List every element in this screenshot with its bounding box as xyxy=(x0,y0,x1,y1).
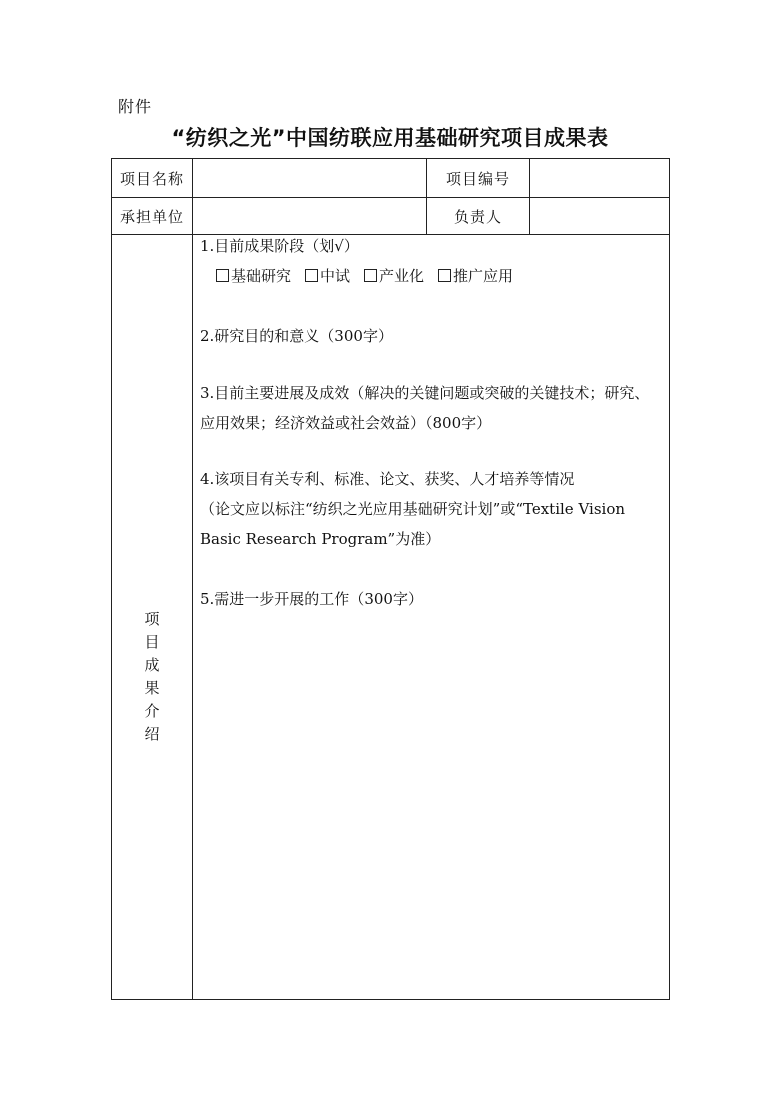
stage-option-label: 产业化 xyxy=(379,267,425,285)
table-row xyxy=(112,159,670,198)
table-row xyxy=(112,198,670,235)
unit-label: 承担单位 xyxy=(112,198,193,235)
summary-label-text: 项目成果介绍 xyxy=(144,610,160,743)
table-row xyxy=(112,235,670,1000)
person-in-charge-field[interactable] xyxy=(530,198,670,235)
checkbox-icon[interactable] xyxy=(305,269,318,282)
stage-option-label: 中试 xyxy=(320,267,351,285)
form-title: “纺织之光”中国纺联应用基础研究项目成果表 xyxy=(171,126,609,150)
checkbox-icon[interactable] xyxy=(364,269,377,282)
project-name-label: 项目名称 xyxy=(112,159,193,198)
stage-option-basic-research[interactable] xyxy=(216,265,291,287)
summary-side-label xyxy=(112,235,193,1000)
section-patents-line3: Basic Research Program”为准） xyxy=(200,530,441,548)
section-purpose: 2.研究目的和意义（300字） xyxy=(200,327,393,345)
checkbox-icon[interactable] xyxy=(216,269,229,282)
summary-content-area[interactable] xyxy=(193,235,670,1000)
section-patents-line2: （论文应以标注“纺织之光应用基础研究计划”或“Textile Vision xyxy=(200,500,626,518)
checkbox-icon[interactable] xyxy=(438,269,451,282)
attachment-label: 附件 xyxy=(118,97,153,116)
section-patents-line1: 4.该项目有关专利、标准、论文、获奖、人才培养等情况 xyxy=(200,470,575,488)
stage-option-pilot[interactable] xyxy=(305,265,350,287)
stage-options xyxy=(200,265,669,287)
project-number-label: 项目编号 xyxy=(427,159,530,198)
unit-field[interactable] xyxy=(193,198,427,235)
section-progress-line1: 3.目前主要进展及成效（解决的关键问题或突破的关键技术；研究、 xyxy=(200,384,650,402)
stage-prompt: 1.目前成果阶段（划√） xyxy=(200,237,359,255)
results-form-table xyxy=(111,158,670,1000)
section-future-work: 5.需进一步开展的工作（300字） xyxy=(200,590,423,608)
stage-option-industrialization[interactable] xyxy=(364,265,424,287)
stage-option-label: 推广应用 xyxy=(453,267,514,285)
project-number-field[interactable] xyxy=(530,159,670,198)
stage-option-promotion[interactable] xyxy=(438,265,513,287)
project-name-field[interactable] xyxy=(193,159,427,198)
stage-option-label: 基础研究 xyxy=(231,267,292,285)
person-in-charge-label: 负责人 xyxy=(427,198,530,235)
section-progress-line2: 应用效果；经济效益或社会效益）（800字） xyxy=(200,414,492,432)
